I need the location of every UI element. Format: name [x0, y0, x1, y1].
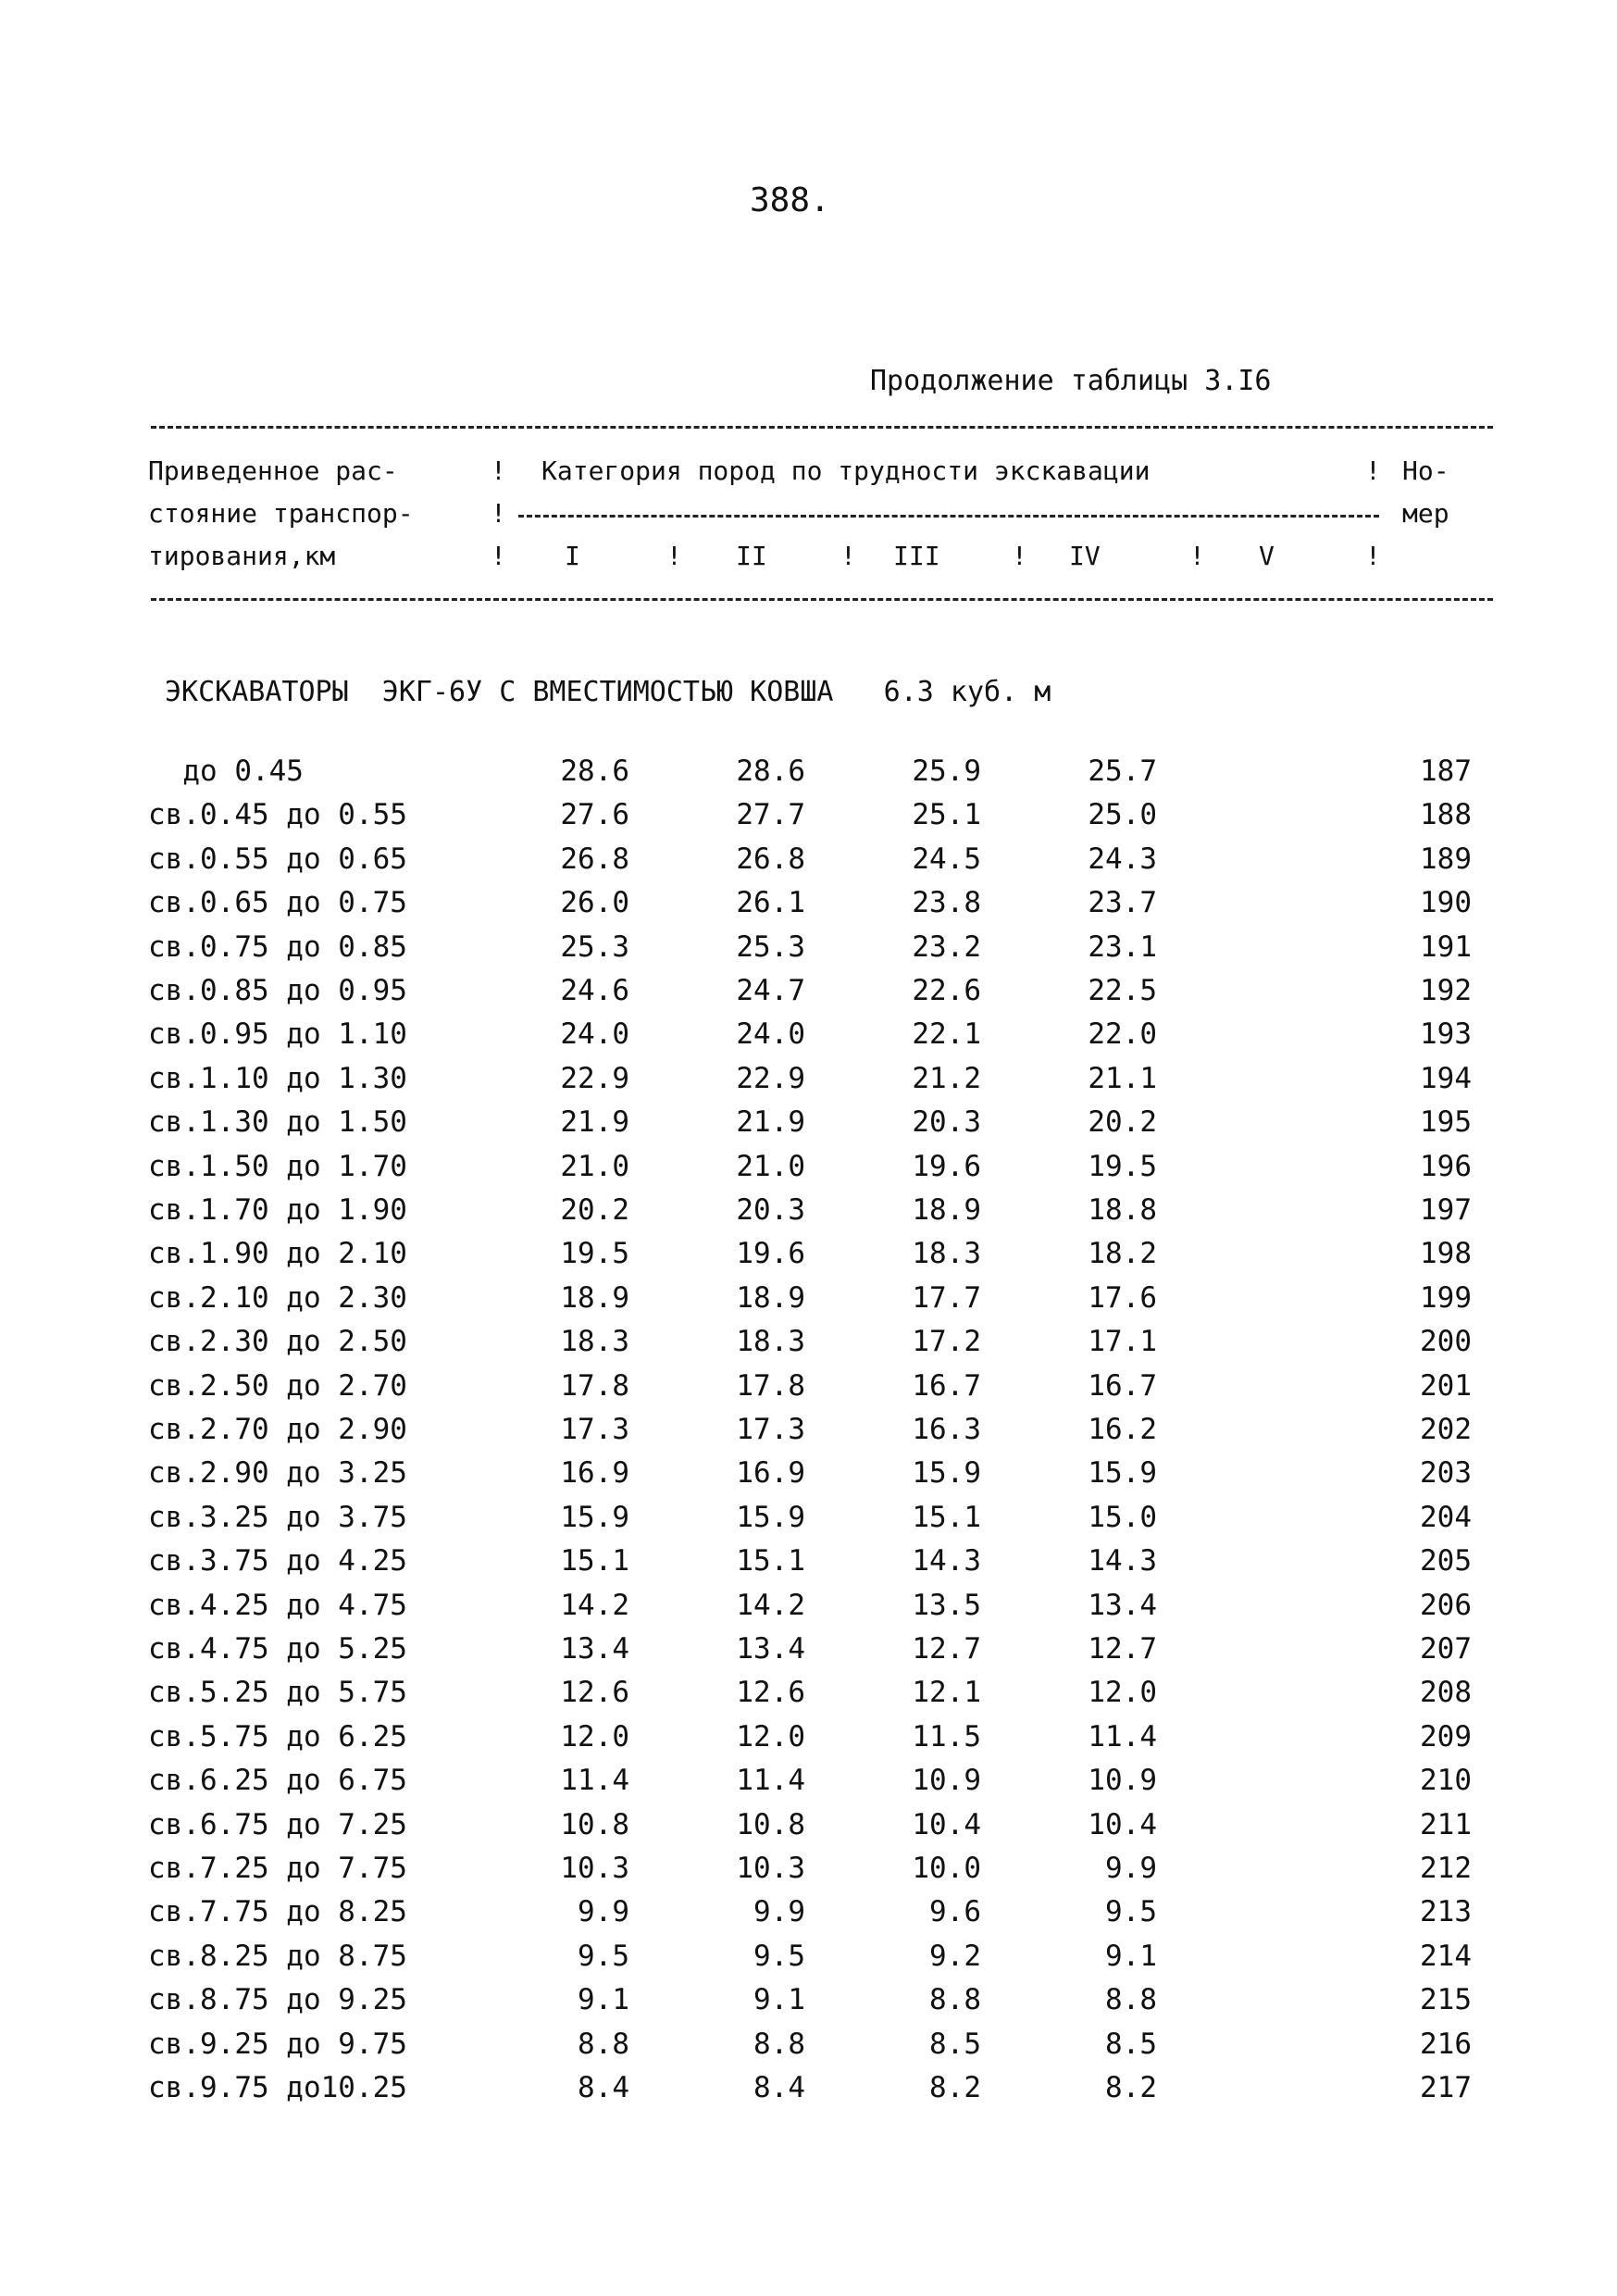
row-distance: св.1.70 до 1.90 — [148, 1193, 407, 1227]
row-number: 208 — [1420, 1676, 1472, 1710]
row-number: 203 — [1420, 1456, 1472, 1491]
row-number: 189 — [1420, 842, 1472, 876]
row-value-v2: 24.0 — [736, 1017, 805, 1052]
row-distance: св.0.65 до 0.75 — [148, 886, 407, 920]
row-distance: св.0.85 до 0.95 — [148, 974, 407, 1007]
row-value-v4: 18.2 — [1088, 1237, 1157, 1271]
row-value-v4: 17.1 — [1088, 1325, 1157, 1359]
row-distance: св.0.75 до 0.85 — [148, 930, 407, 964]
row-value-v1: 14.2 — [560, 1588, 629, 1622]
row-value-v3: 10.9 — [912, 1764, 981, 1798]
row-value-v1: 22.9 — [560, 1061, 629, 1095]
row-number: 210 — [1420, 1764, 1472, 1798]
row-number: 187 — [1420, 755, 1472, 788]
row-distance: св.1.30 до 1.50 — [148, 1105, 407, 1140]
row-value-v4: 12.7 — [1088, 1632, 1157, 1666]
row-distance: св.4.25 до 4.75 — [148, 1588, 407, 1622]
row-value-v1: 17.3 — [560, 1413, 629, 1446]
row-distance: св.3.25 до 3.75 — [148, 1500, 407, 1534]
row-value-v1: 13.4 — [560, 1632, 629, 1666]
row-value-v3: 12.1 — [912, 1676, 981, 1710]
row-value-v1: 15.1 — [560, 1544, 629, 1578]
header-separator: ! — [1365, 455, 1381, 486]
row-value-v1: 15.9 — [560, 1500, 629, 1534]
row-value-v4: 14.3 — [1088, 1544, 1157, 1578]
row-value-v2: 24.7 — [736, 974, 805, 1007]
row-value-v4: 23.7 — [1088, 886, 1157, 920]
row-distance: св.6.75 до 7.25 — [148, 1807, 407, 1841]
row-number: 193 — [1420, 1017, 1472, 1052]
category-col-4: IV — [1069, 541, 1101, 571]
row-value-v3: 9.6 — [929, 1895, 981, 1929]
header-separator: ! — [491, 455, 506, 486]
row-number: 190 — [1420, 886, 1472, 920]
row-value-v4: 21.1 — [1088, 1061, 1157, 1095]
continuation-title: Продолжение таблицы 3.I6 — [870, 365, 1272, 397]
header-separator: ! — [1189, 541, 1205, 571]
row-value-v2: 8.8 — [753, 2027, 805, 2061]
row-value-v3: 10.4 — [912, 1807, 981, 1841]
row-distance: св.1.10 до 1.30 — [148, 1061, 407, 1095]
row-value-v3: 17.7 — [912, 1280, 981, 1315]
row-value-v2: 12.0 — [736, 1719, 805, 1753]
row-value-v4: 15.0 — [1088, 1500, 1157, 1534]
row-value-v3: 19.6 — [912, 1149, 981, 1183]
row-number: 198 — [1420, 1237, 1472, 1271]
row-value-v2: 20.3 — [736, 1193, 805, 1227]
row-value-v2: 16.9 — [736, 1456, 805, 1491]
row-number: 195 — [1420, 1105, 1472, 1140]
row-value-v4: 8.8 — [1105, 1983, 1157, 2017]
row-distance: св.7.25 до 7.75 — [148, 1852, 407, 1885]
row-value-v1: 12.6 — [560, 1676, 629, 1710]
row-number: 200 — [1420, 1325, 1472, 1359]
row-value-v2: 15.1 — [736, 1544, 805, 1578]
row-value-v4: 12.0 — [1088, 1676, 1157, 1710]
row-value-v1: 10.3 — [560, 1852, 629, 1885]
row-number: 199 — [1420, 1280, 1472, 1315]
row-value-v3: 16.3 — [912, 1413, 981, 1446]
row-value-v3: 18.9 — [912, 1193, 981, 1227]
row-value-v2: 28.6 — [736, 755, 805, 788]
row-value-v2: 18.3 — [736, 1325, 805, 1359]
row-value-v2: 18.9 — [736, 1280, 805, 1315]
row-value-v4: 9.1 — [1105, 1939, 1157, 1973]
row-value-v4: 24.3 — [1088, 842, 1157, 876]
row-number: 196 — [1420, 1149, 1472, 1183]
row-value-v4: 25.0 — [1088, 798, 1157, 832]
row-value-v1: 8.8 — [578, 2027, 629, 2061]
row-value-v2: 8.4 — [753, 2071, 805, 2104]
row-number: 207 — [1420, 1632, 1472, 1666]
row-value-v3: 24.5 — [912, 842, 981, 876]
row-value-v4: 16.2 — [1088, 1413, 1157, 1446]
row-value-v4: 18.8 — [1088, 1193, 1157, 1227]
row-value-v1: 16.9 — [560, 1456, 629, 1491]
row-value-v4: 25.7 — [1088, 755, 1157, 788]
row-distance: до 0.45 — [148, 755, 304, 788]
row-distance: св.8.75 до 9.25 — [148, 1983, 407, 2017]
header-category-title: Категория пород по трудности экскавации — [541, 455, 1151, 486]
row-value-v2: 9.1 — [753, 1983, 805, 2017]
row-value-v1: 11.4 — [560, 1764, 629, 1798]
header-category-rule — [518, 515, 1379, 518]
row-number: 209 — [1420, 1719, 1472, 1753]
row-number: 204 — [1420, 1500, 1472, 1534]
row-value-v3: 15.9 — [912, 1456, 981, 1491]
row-number: 215 — [1420, 1983, 1472, 2017]
row-value-v3: 21.2 — [912, 1061, 981, 1095]
row-number: 212 — [1420, 1852, 1472, 1885]
row-value-v3: 10.0 — [912, 1852, 981, 1885]
row-value-v4: 16.7 — [1088, 1368, 1157, 1403]
row-value-v4: 9.9 — [1105, 1852, 1157, 1885]
header-col1-line2: стояние транспор- — [148, 498, 414, 529]
row-value-v4: 9.5 — [1105, 1895, 1157, 1929]
row-value-v3: 23.8 — [912, 886, 981, 920]
row-value-v2: 21.0 — [736, 1149, 805, 1183]
row-value-v4: 15.9 — [1088, 1456, 1157, 1491]
section-title: ЭКСКАВАТОРЫ ЭКГ-6У С ВМЕСТИМОСТЬЮ КОВША 6.3 куб. м — [165, 676, 1051, 708]
row-value-v2: 12.6 — [736, 1676, 805, 1710]
row-value-v2: 11.4 — [736, 1764, 805, 1798]
row-value-v1: 9.9 — [578, 1895, 629, 1929]
row-distance: св.0.95 до 1.10 — [148, 1017, 407, 1052]
row-distance: св.9.75 до10.25 — [148, 2071, 407, 2104]
row-value-v2: 17.3 — [736, 1413, 805, 1446]
row-value-v3: 22.6 — [912, 974, 981, 1007]
row-value-v1: 28.6 — [560, 755, 629, 788]
header-separator: ! — [491, 541, 506, 571]
header-separator: ! — [1012, 541, 1027, 571]
row-value-v1: 26.0 — [560, 886, 629, 920]
row-value-v3: 16.7 — [912, 1368, 981, 1403]
row-distance: св.5.25 до 5.75 — [148, 1676, 407, 1710]
row-number: 213 — [1420, 1895, 1472, 1929]
row-value-v3: 9.2 — [929, 1939, 981, 1973]
row-distance: св.2.10 до 2.30 — [148, 1280, 407, 1315]
row-number: 194 — [1420, 1061, 1472, 1095]
row-distance: св.1.90 до 2.10 — [148, 1237, 407, 1271]
header-col1-line3: тирования,км — [148, 541, 336, 571]
row-distance: св.6.25 до 6.75 — [148, 1764, 407, 1798]
row-value-v3: 25.1 — [912, 798, 981, 832]
row-value-v4: 8.2 — [1105, 2071, 1157, 2104]
row-value-v1: 18.3 — [560, 1325, 629, 1359]
row-value-v1: 26.8 — [560, 842, 629, 876]
header-separator: ! — [840, 541, 856, 571]
row-distance: св.2.70 до 2.90 — [148, 1413, 407, 1446]
row-distance: св.9.25 до 9.75 — [148, 2027, 407, 2061]
row-value-v4: 19.5 — [1088, 1149, 1157, 1183]
row-value-v4: 13.4 — [1088, 1588, 1157, 1622]
row-value-v2: 26.8 — [736, 842, 805, 876]
row-distance: св.5.75 до 6.25 — [148, 1719, 407, 1753]
row-value-v1: 27.6 — [560, 798, 629, 832]
row-value-v3: 8.5 — [929, 2027, 981, 2061]
category-col-5: V — [1259, 541, 1275, 571]
row-number: 214 — [1420, 1939, 1472, 1973]
row-value-v2: 17.8 — [736, 1368, 805, 1403]
row-distance: св.2.90 до 3.25 — [148, 1456, 407, 1491]
row-value-v1: 24.0 — [560, 1017, 629, 1052]
row-value-v1: 12.0 — [560, 1719, 629, 1753]
row-number: 192 — [1420, 974, 1472, 1007]
row-distance: св.7.75 до 8.25 — [148, 1895, 407, 1929]
row-value-v3: 20.3 — [912, 1105, 981, 1140]
row-value-v3: 13.5 — [912, 1588, 981, 1622]
row-value-v1: 21.9 — [560, 1105, 629, 1140]
row-value-v4: 20.2 — [1088, 1105, 1157, 1140]
row-value-v4: 11.4 — [1088, 1719, 1157, 1753]
row-value-v2: 22.9 — [736, 1061, 805, 1095]
row-value-v1: 9.1 — [578, 1983, 629, 2017]
row-number: 206 — [1420, 1588, 1472, 1622]
row-value-v1: 24.6 — [560, 974, 629, 1007]
row-value-v4: 17.6 — [1088, 1280, 1157, 1315]
row-value-v1: 21.0 — [560, 1149, 629, 1183]
row-value-v1: 18.9 — [560, 1280, 629, 1315]
row-value-v1: 9.5 — [578, 1939, 629, 1973]
row-value-v1: 19.5 — [560, 1237, 629, 1271]
row-value-v1: 20.2 — [560, 1193, 629, 1227]
header-col1-line1: Приведенное рас- — [148, 455, 398, 486]
header-separator: ! — [1365, 541, 1381, 571]
row-value-v2: 19.6 — [736, 1237, 805, 1271]
row-value-v3: 15.1 — [912, 1500, 981, 1534]
header-number-line2: мер — [1402, 498, 1449, 529]
row-distance: св.1.50 до 1.70 — [148, 1149, 407, 1183]
row-number: 211 — [1420, 1807, 1472, 1841]
header-separator: ! — [666, 541, 682, 571]
row-value-v2: 10.3 — [736, 1852, 805, 1885]
row-value-v3: 8.2 — [929, 2071, 981, 2104]
row-value-v1: 25.3 — [560, 930, 629, 964]
row-value-v3: 18.3 — [912, 1237, 981, 1271]
row-value-v1: 17.8 — [560, 1368, 629, 1403]
category-col-2: II — [736, 541, 767, 571]
row-distance: св.8.25 до 8.75 — [148, 1939, 407, 1973]
row-value-v2: 26.1 — [736, 886, 805, 920]
row-number: 202 — [1420, 1413, 1472, 1446]
row-value-v2: 9.5 — [753, 1939, 805, 1973]
row-value-v2: 15.9 — [736, 1500, 805, 1534]
row-value-v2: 25.3 — [736, 930, 805, 964]
row-value-v2: 10.8 — [736, 1807, 805, 1841]
row-distance: св.3.75 до 4.25 — [148, 1544, 407, 1578]
table-top-rule — [151, 426, 1493, 429]
row-value-v2: 13.4 — [736, 1632, 805, 1666]
row-value-v2: 27.7 — [736, 798, 805, 832]
row-number: 216 — [1420, 2027, 1472, 2061]
row-value-v3: 25.9 — [912, 755, 981, 788]
row-value-v4: 23.1 — [1088, 930, 1157, 964]
row-distance: св.0.45 до 0.55 — [148, 798, 407, 832]
row-distance: св.0.55 до 0.65 — [148, 842, 407, 876]
row-value-v4: 22.0 — [1088, 1017, 1157, 1052]
row-value-v2: 14.2 — [736, 1588, 805, 1622]
row-number: 217 — [1420, 2071, 1472, 2104]
row-value-v3: 12.7 — [912, 1632, 981, 1666]
row-value-v2: 9.9 — [753, 1895, 805, 1929]
row-value-v4: 22.5 — [1088, 974, 1157, 1007]
row-distance: св.4.75 до 5.25 — [148, 1632, 407, 1666]
row-number: 201 — [1420, 1368, 1472, 1403]
table-header-rule — [151, 598, 1493, 601]
row-distance: св.2.50 до 2.70 — [148, 1368, 407, 1403]
row-number: 191 — [1420, 930, 1472, 964]
header-number-line1: Но- — [1402, 455, 1449, 486]
page-number: 388. — [750, 181, 830, 219]
row-value-v4: 10.9 — [1088, 1764, 1157, 1798]
row-number: 197 — [1420, 1193, 1472, 1227]
row-value-v3: 8.8 — [929, 1983, 981, 2017]
row-value-v3: 14.3 — [912, 1544, 981, 1578]
row-number: 188 — [1420, 798, 1472, 832]
row-value-v2: 21.9 — [736, 1105, 805, 1140]
header-separator: ! — [491, 498, 506, 529]
row-number: 205 — [1420, 1544, 1472, 1578]
category-col-3: III — [893, 541, 940, 571]
row-value-v3: 22.1 — [912, 1017, 981, 1052]
row-value-v3: 17.2 — [912, 1325, 981, 1359]
row-value-v3: 11.5 — [912, 1719, 981, 1753]
row-value-v3: 23.2 — [912, 930, 981, 964]
row-value-v4: 8.5 — [1105, 2027, 1157, 2061]
row-value-v1: 10.8 — [560, 1807, 629, 1841]
row-distance: св.2.30 до 2.50 — [148, 1325, 407, 1359]
row-value-v1: 8.4 — [578, 2071, 629, 2104]
row-value-v4: 10.4 — [1088, 1807, 1157, 1841]
category-col-1: I — [565, 541, 580, 571]
